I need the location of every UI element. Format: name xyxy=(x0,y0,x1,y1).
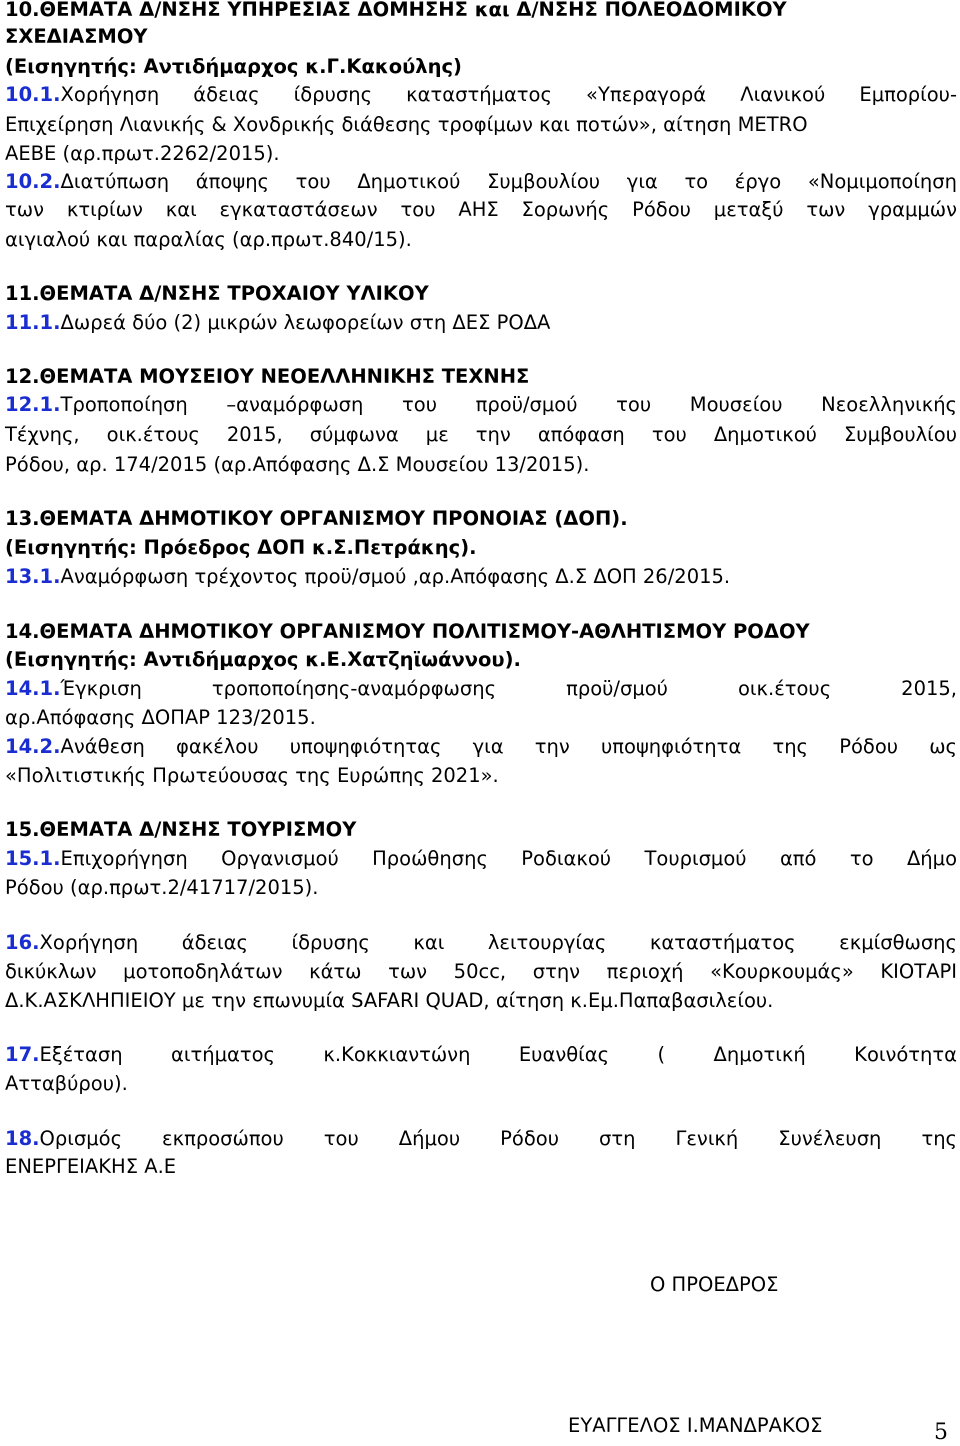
item-10-1-line2: Επιχείρηση Λιανικής & Χονδρικής διάθεσης τροφίμων και ποτών», αίτηση METRO xyxy=(5,113,808,136)
item-17-line1: 17.Εξέταση αιτήματος κ.Κοκκιαντώνη Ευανθίας ( Δημοτική Κοινότητα xyxy=(5,1043,957,1066)
item-10-2-line3: αιγιαλού και παραλίας (αρ.πρωτ.840/15). xyxy=(5,228,412,251)
item-11-1-number: 11.1. xyxy=(5,311,61,334)
item-11-1-line1: 11.1.Δωρεά δύο (2) μικρών λεωφορείων στη ΔΕΣ ΡΟΔΑ xyxy=(5,311,551,334)
item-14-2-line1: 14.2.Ανάθεση φακέλου υποψηφιότητας για την υποψηφιότητα της Ρόδου ως xyxy=(5,735,957,758)
section-12-title: 12.ΘΕΜΑΤΑ ΜΟΥΣΕΙΟΥ ΝΕΟΕΛΛΗΝΙΚΗΣ ΤΕΧΝΗΣ xyxy=(5,365,530,388)
section-13-rapporteur: (Εισηγητής: Πρόεδρος ΔΟΠ κ.Σ.Πετράκης). xyxy=(5,536,477,559)
item-14-1-line2: αρ.Απόφασης ΔΟΠΑΡ 123/2015. xyxy=(5,706,316,729)
item-10-2-line1: 10.2.Διατύπωση άποψης του Δημοτικού Συμβουλίου για το έργο «Νομιμοποίηση xyxy=(5,170,957,193)
item-16-line3: Δ.Κ.ΑΣΚΛΗΠΙΕΙΟΥ με την επωνυμία SAFARI QUAD, αίτηση κ.Εμ.Παπαβασιλείου. xyxy=(5,989,774,1012)
item-12-1-number: 12.1. xyxy=(5,393,61,416)
item-14-2-number: 14.2. xyxy=(5,735,61,758)
item-12-1-line3: Ρόδου, αρ. 174/2015 (αρ.Απόφασης Δ.Σ Μουσείου 13/2015). xyxy=(5,453,590,476)
signature-name: ΕΥΑΓΓΕΛΟΣ Ι.ΜΑΝΔΡΑΚΟΣ xyxy=(568,1414,823,1437)
item-10-1-line1: 10.1.Χορήγηση άδειας ίδρυσης καταστήματος «Υπεραγορά Λιανικού Εμπορίου- xyxy=(5,83,957,106)
section-15-title: 15.ΘΕΜΑΤΑ Δ/ΝΣΗΣ ΤΟΥΡΙΣΜΟΥ xyxy=(5,818,357,841)
item-17-number: 17. xyxy=(5,1043,40,1066)
item-10-2-number: 10.2. xyxy=(5,170,61,193)
item-15-1-line2: Ρόδου (αρ.πρωτ.2/41717/2015). xyxy=(5,876,319,899)
section-10-rapporteur: (Εισηγητής: Αντιδήμαρχος κ.Γ.Κακούλης) xyxy=(5,55,462,78)
item-18-number: 18. xyxy=(5,1127,40,1150)
item-16-line2: δικύκλων μοτοποδηλάτων κάτω των 50cc, στην περιοχή «Κουρκουμάς» ΚΙΟΤΑΡΙ xyxy=(5,960,957,983)
item-13-1-number: 13.1. xyxy=(5,565,61,588)
page-number: 5 xyxy=(934,1420,948,1445)
item-10-2-line2: των κτιρίων και εγκαταστάσεων του ΑΗΣ Σορωνής Ρόδου μεταξύ των γραμμών xyxy=(5,198,957,221)
signature-role: Ο ΠΡΟΕΔΡΟΣ xyxy=(650,1273,779,1296)
item-12-1-line2: Τέχνης, οικ.έτους 2015, σύμφωνα με την απόφαση του Δημοτικού Συμβουλίου xyxy=(5,423,957,446)
item-17-line2: Ατταβύρου). xyxy=(5,1072,128,1095)
item-15-1-number: 15.1. xyxy=(5,847,61,870)
item-12-1-line1: 12.1.Τροποποίηση –αναμόρφωση του προϋ/σμού του Μουσείου Νεοελληνικής xyxy=(5,393,957,416)
item-15-1-line1: 15.1.Επιχορήγηση Οργανισμού Προώθησης Ροδιακού Τουρισμού από το Δήμο xyxy=(5,847,957,870)
item-10-1-number: 10.1. xyxy=(5,83,61,106)
section-13-title: 13.ΘΕΜΑΤΑ ΔΗΜΟΤΙΚΟΥ ΟΡΓΑΝΙΣΜΟΥ ΠΡΟΝΟΙΑΣ (ΔΟΠ). xyxy=(5,507,628,530)
item-14-1-number: 14.1. xyxy=(5,677,61,700)
section-14-rapporteur: (Εισηγητής: Αντιδήμαρχος κ.Ε.Χατζηϊωάννου). xyxy=(5,648,521,671)
item-10-1-line3: ΑΕΒΕ (αρ.πρωτ.2262/2015). xyxy=(5,142,280,165)
item-14-2-line2: «Πολιτιστικής Πρωτεύουσας της Ευρώπης 2021». xyxy=(5,764,499,787)
item-16-line1: 16.Χορήγηση άδειας ίδρυσης και λειτουργίας καταστήματος εκμίσθωσης xyxy=(5,931,957,954)
item-14-1-line1: 14.1.Έγκριση τροποποίησης-αναμόρφωσης προϋ/σμού οικ.έτους 2015, xyxy=(5,677,957,700)
item-18-line1: 18.Ορισμός εκπροσώπου του Δήμου Ρόδου στη Γενική Συνέλευση της xyxy=(5,1127,957,1150)
item-13-1-line1: 13.1.Αναμόρφωση τρέχοντος προϋ/σμού ,αρ.Απόφασης Δ.Σ ΔΟΠ 26/2015. xyxy=(5,565,731,588)
item-18-line2: ΕΝΕΡΓΕΙΑΚΗΣ Α.Ε xyxy=(5,1155,177,1178)
section-10-title-line2: ΣΧΕΔΙΑΣΜΟΥ xyxy=(5,25,148,48)
section-10-title-line1: 10.ΘΕΜΑΤΑ Δ/ΝΣΗΣ ΥΠΗΡΕΣΙΑΣ ΔΟΜΗΣΗΣ και Δ/ΝΣΗΣ ΠΟΛΕΟΔΟΜΙΚΟΥ xyxy=(5,0,787,21)
item-16-number: 16. xyxy=(5,931,40,954)
section-11-title: 11.ΘΕΜΑΤΑ Δ/ΝΣΗΣ ΤΡΟΧΑΙΟΥ ΥΛΙΚΟΥ xyxy=(5,282,429,305)
section-14-title: 14.ΘΕΜΑΤΑ ΔΗΜΟΤΙΚΟΥ ΟΡΓΑΝΙΣΜΟΥ ΠΟΛΙΤΙΣΜΟΥ-ΑΘΛΗΤΙΣΜΟΥ ΡΟΔΟΥ xyxy=(5,620,810,643)
